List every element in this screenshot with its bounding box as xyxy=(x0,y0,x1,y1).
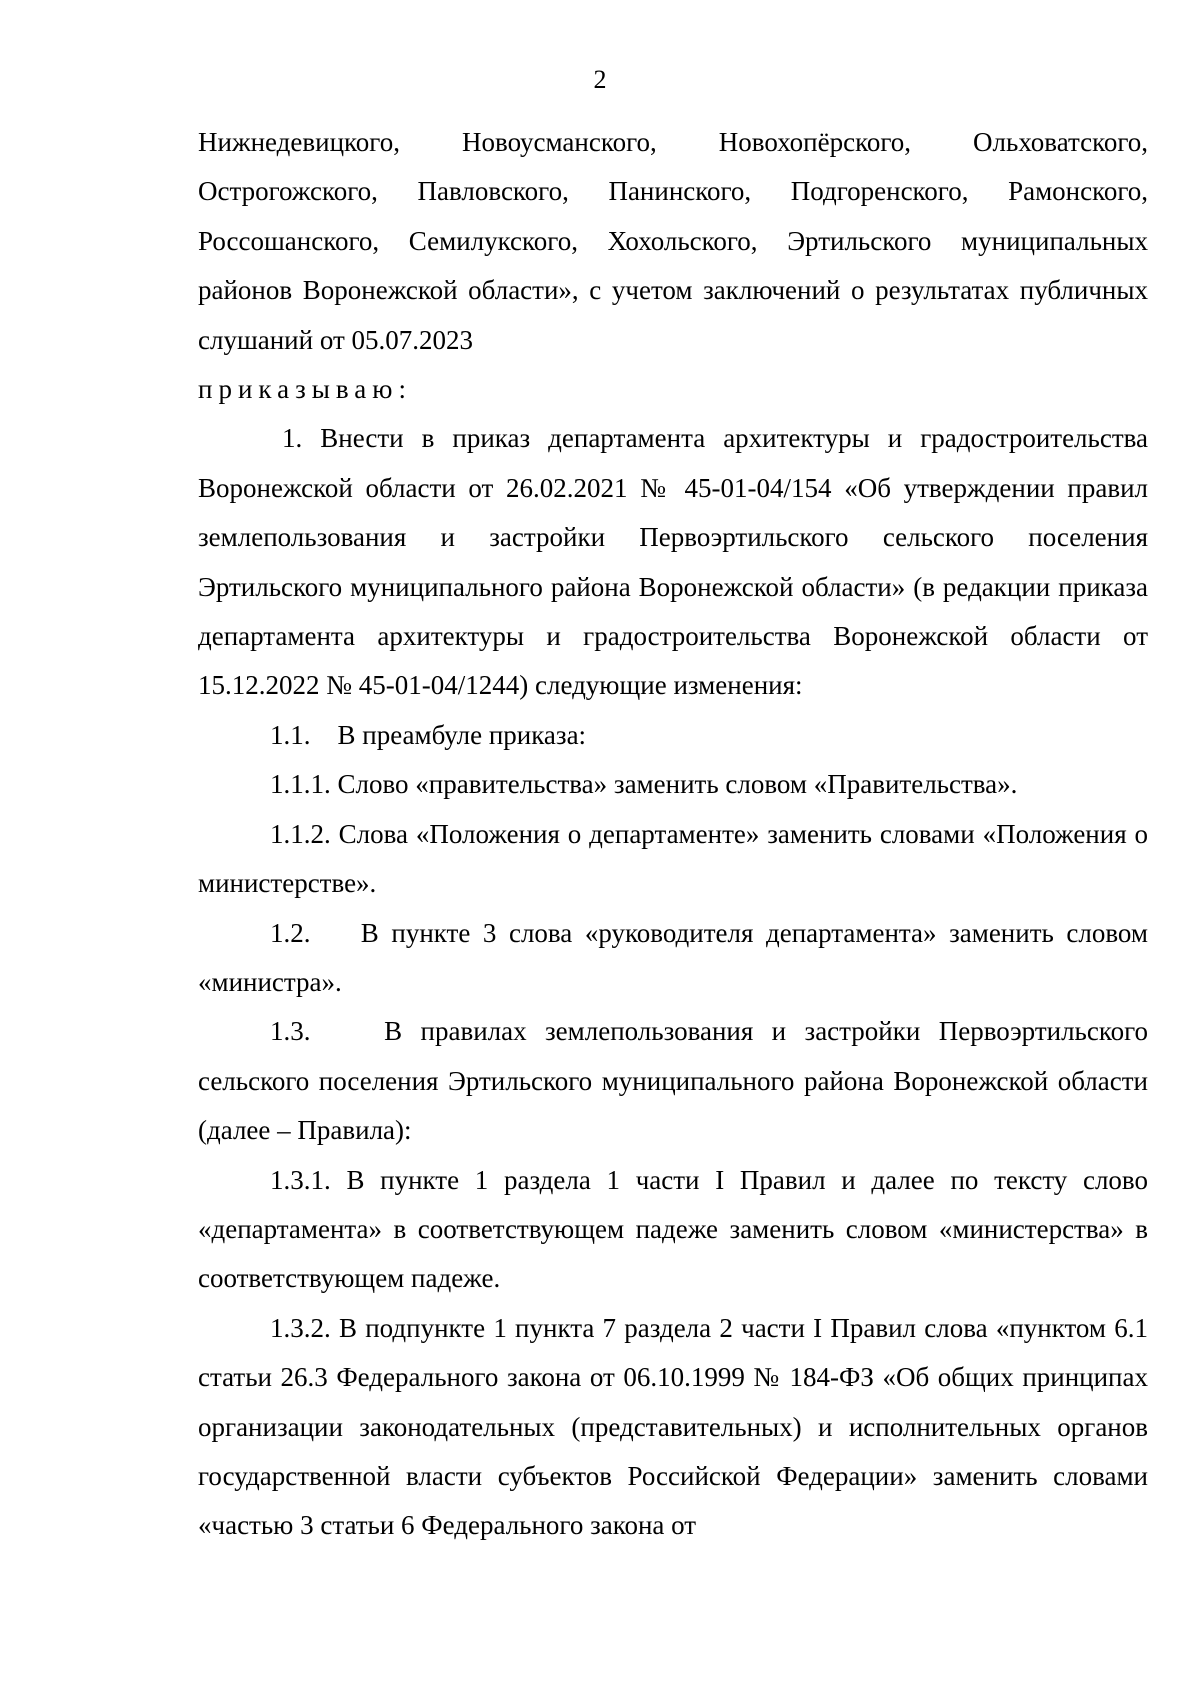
order-word: приказываю: xyxy=(198,374,412,405)
paragraph-1-1-2: 1.1.2. Слова «Положения о департаменте» заменить словами «Положения о министерстве». xyxy=(198,818,1148,899)
paragraph-1-2: 1.2. В пункте 3 слова «руководителя департамента» заменить словом «министра». xyxy=(198,917,1155,997)
paragraph-1-3-1: 1.3.1. В пункте 1 раздела 1 части I Правил и далее по тексту слово «департамента» в соответствующем падеже заменить словом «министерства» в соответствующем падеже. xyxy=(198,1164,1148,1294)
document-body xyxy=(198,118,1155,1551)
page-number: 2 xyxy=(593,65,607,94)
paragraph-1-3-2: 1.3.2. В подпункте 1 пункта 7 раздела 2 части I Правил слова «пунктом 6.1 статьи 26.3 Федерального закона от 06.10.1999 № 184-ФЗ «Об общих принципах организации законодательных (представительных) и исполнительных органов государственной власти субъектов Российской Федерации» заменить словами «частью 3 статьи 6 Федерального закона от xyxy=(198,1312,1148,1541)
paragraph-1-1-1: 1.1.1. Слово «правительства» заменить словом «Правительства». xyxy=(270,769,1018,800)
paragraph-1-1: 1.1. В преамбуле приказа: xyxy=(270,719,587,750)
paragraph-1: 1. Внести в приказ департамента архитектуры и градостроительства Воронежской области от 26.02.2021 № 45-01-04/154 «Об утверждении правил землепользования и застройки Первоэртильского сельского поселения Эртильского муниципального района Воронежской области» (в редакции приказа департамента архитектуры и градостроительства Воронежской области от 15.12.2022 № 45-01-04/1244) следующие изменения: xyxy=(198,423,1148,701)
preamble-continuation: Нижнедевицкого, Новоусманского, Новохопёрского, Ольховатского, Острогожского, Павловского, Панинского, Подгоренского, Рамонского, Россошанского, Семилукского, Хохольского, Эртильского муниципальных районов Воронежской области», с учетом заключений о результатах публичных слушаний от 05.07.2023 xyxy=(198,127,1148,355)
paragraph-1-3: 1.3. В правилах землепользования и застройки Первоэртильского сельского поселения Эртильского муниципального района Воронежской области (далее – Правила): xyxy=(198,1016,1155,1146)
